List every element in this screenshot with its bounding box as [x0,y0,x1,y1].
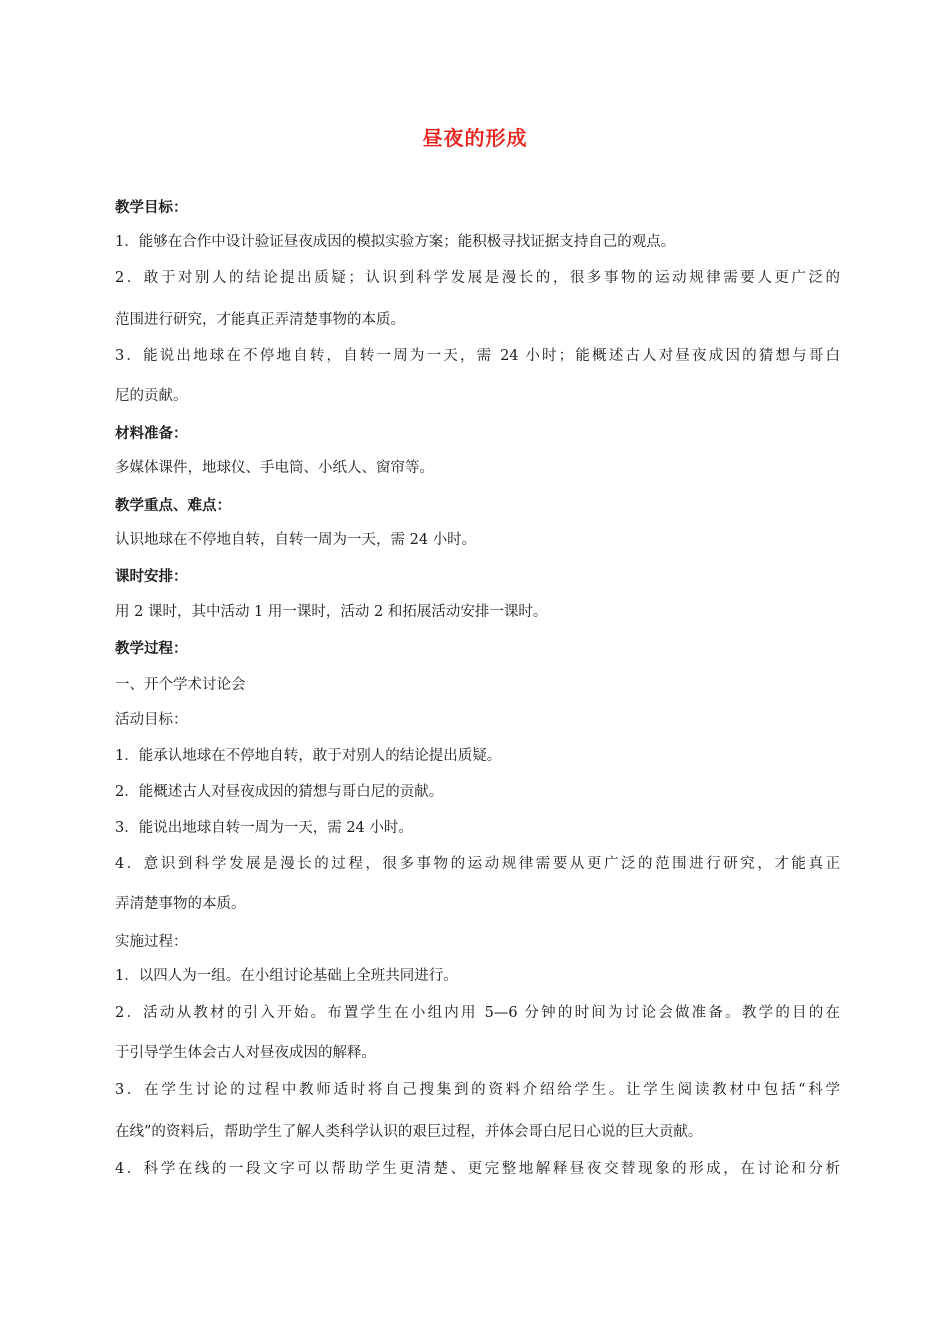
goal-item-3-continued: 尼的贡献。 [115,388,188,404]
implementation-step-2-continued: 于引导学生体会古人对昼夜成因的解释。 [115,1045,376,1061]
materials-text: 多媒体课件，地球仪、手电筒、小纸人、窗帘等。 [115,460,434,476]
implementation-label: 实施过程： [115,934,188,950]
section-heading-schedule: 课时安排： [115,569,188,585]
implementation-step-2: 2．活动从教材的引入开始。布置学生在小组内用 5—6 分钟的时间为讨论会做准备。教学的目的在 [115,1005,840,1021]
implementation-step-3: 3．在学生讨论的过程中教师适时将自己搜集到的资料介绍给学生。让学生阅读教材中包括“科学 [115,1082,840,1098]
activity-goal-3: 3．能说出地球自转一周为一天，需 24 小时。 [115,820,413,836]
key-points-text: 认识地球在不停地自转，自转一周为一天，需 24 小时。 [115,532,477,548]
activity-goals-label: 活动目标： [115,712,188,728]
activity-goal-4: 4．意识到科学发展是漫长的过程，很多事物的运动规律需要从更广泛的范围进行研究，才能真正 [115,856,840,872]
implementation-step-3-continued: 在线”的资料后，帮助学生了解人类科学认识的艰巨过程，并体会哥白尼日心说的巨大贡献。 [115,1124,703,1140]
goal-item-3: 3．能说出地球在不停地自转，自转一周为一天，需 24 小时；能概述古人对昼夜成因的猜想与哥白 [115,348,840,364]
goal-item-2: 2．敢于对别人的结论提出质疑；认识到科学发展是漫长的，很多事物的运动规律需要人更广泛的 [115,270,840,286]
schedule-text: 用 2 课时，其中活动 1 用一课时，活动 2 和拓展活动安排一课时。 [115,604,548,620]
activity-goal-1: 1．能承认地球在不停地自转，敢于对别人的结论提出质疑。 [115,748,502,764]
activity-one-title: 一、开个学术讨论会 [115,677,246,693]
section-heading-materials: 材料准备： [115,426,188,442]
document-title: 昼夜的形成 [422,126,528,150]
section-heading-process: 教学过程： [115,641,188,657]
goal-item-2-continued: 范围进行研究，才能真正弄清楚事物的本质。 [115,312,405,328]
implementation-step-1: 1．以四人为一组。在小组讨论基础上全班共同进行。 [115,968,458,984]
implementation-step-4: 4．科学在线的一段文字可以帮助学生更清楚、更完整地解释昼夜交替现象的形成，在讨论和分析 [115,1161,840,1177]
goal-item-1: 1．能够在合作中设计验证昼夜成因的模拟实验方案；能积极寻找证据支持自己的观点。 [115,234,676,250]
section-heading-key-points: 教学重点、难点： [115,498,231,514]
activity-goal-2: 2．能概述古人对昼夜成因的猜想与哥白尼的贡献。 [115,784,444,800]
activity-goal-4-continued: 弄清楚事物的本质。 [115,896,246,912]
section-heading-teaching-goals: 教学目标： [115,200,188,216]
